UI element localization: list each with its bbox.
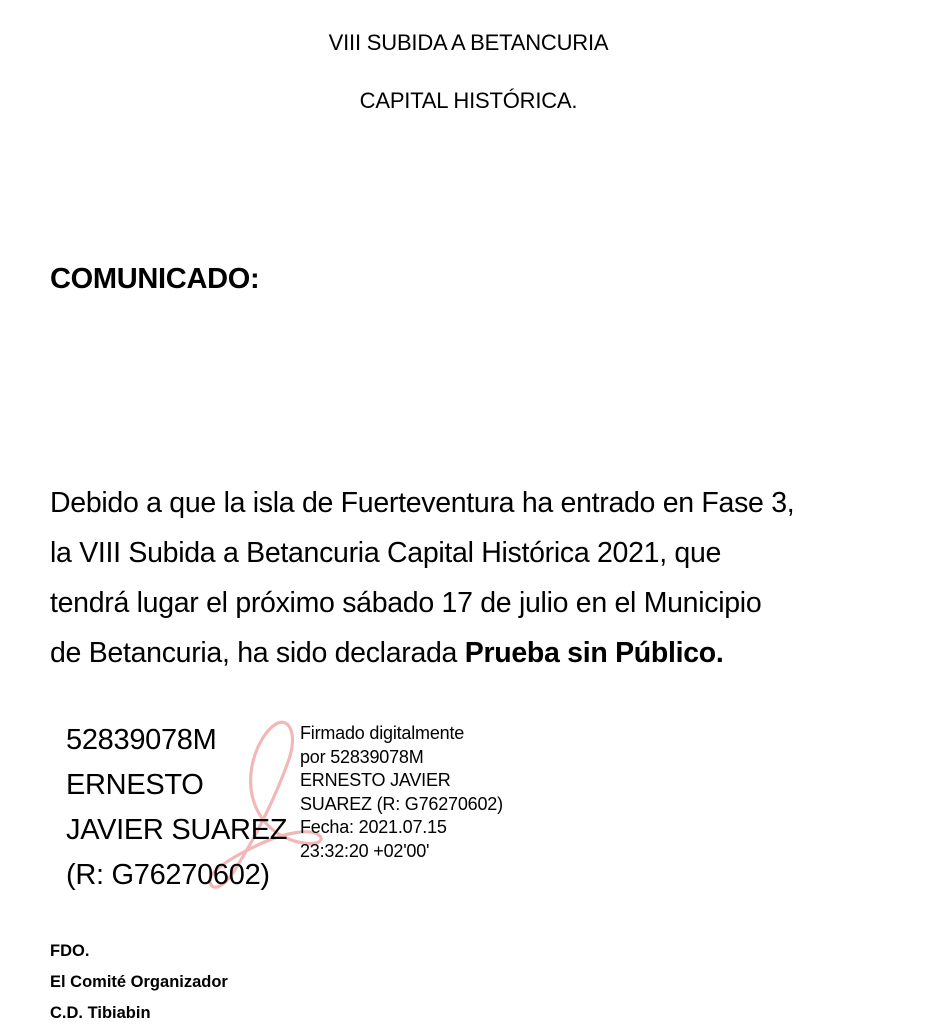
comunicado-heading: COMUNICADO: bbox=[50, 263, 260, 295]
signer-name-line: ERNESTO bbox=[66, 769, 204, 801]
signature-detail-line: Fecha: 2021.07.15 bbox=[300, 817, 447, 837]
paragraph-line bbox=[50, 628, 920, 678]
document-title-line-2: CAPITAL HISTÓRICA. bbox=[359, 88, 578, 113]
paragraph-line: tendrá lugar el próximo sábado 17 de julio en el Municipio bbox=[50, 587, 762, 619]
paragraph-line: Debido a que la isla de Fuerteventura ha entrado en Fase 3, bbox=[50, 487, 795, 519]
no-public-emphasis: Prueba sin Público. bbox=[464, 637, 724, 669]
signature-detail-line: SUAREZ (R: G76270602) bbox=[300, 793, 503, 814]
footer-fdo: FDO. bbox=[50, 942, 90, 960]
announcement-paragraph bbox=[50, 478, 920, 678]
signature-detail-line: 23:32:20 +02'00' bbox=[300, 840, 430, 861]
footer-club: C.D. Tibiabin bbox=[50, 1004, 151, 1022]
signer-name-line: 52839078M bbox=[66, 724, 217, 756]
paragraph-line-text: de Betancuria, ha sido declarada bbox=[50, 637, 465, 669]
footer-committee: El Comité Organizador bbox=[50, 973, 228, 991]
signer-name-line: JAVIER SUAREZ bbox=[66, 814, 288, 846]
signature-detail-line: ERNESTO JAVIER bbox=[300, 770, 451, 790]
signer-name-line: (R: G76270602) bbox=[66, 859, 270, 891]
signature-detail-line: Firmado digitalmente bbox=[300, 723, 465, 743]
digital-signature-details bbox=[300, 722, 503, 863]
signature-detail-line: por 52839078M bbox=[300, 746, 424, 767]
paragraph-line: la VIII Subida a Betancuria Capital Histórica 2021, que bbox=[50, 537, 722, 569]
document-title-line-1: VIII SUBIDA A BETANCURIA bbox=[328, 30, 609, 55]
footer-signoff bbox=[50, 936, 228, 1029]
signer-name-block bbox=[66, 718, 287, 898]
